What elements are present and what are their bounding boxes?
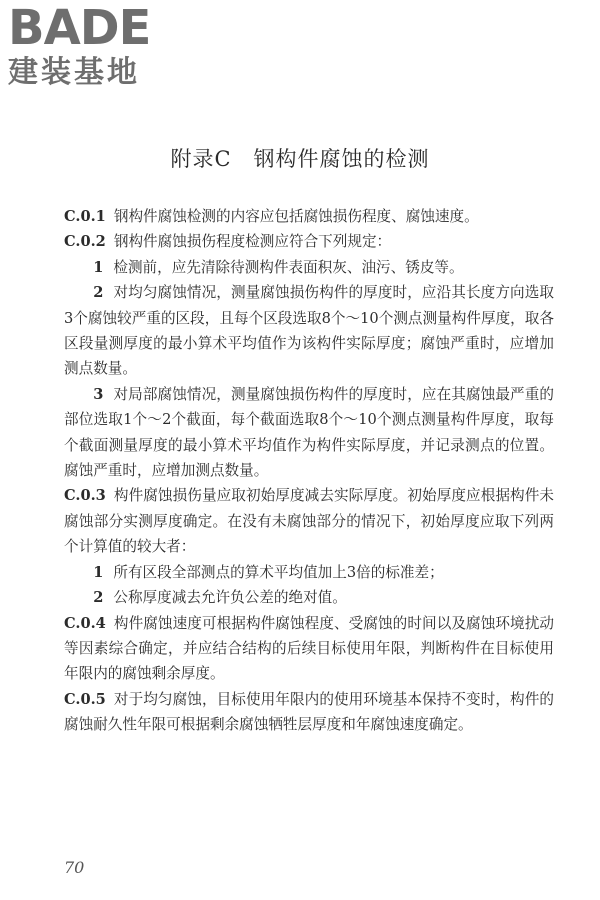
clause: [64, 229, 554, 254]
clause-text: 构件腐蚀速度可根据构件腐蚀程度、受腐蚀的时间以及腐蚀环境扰动等因素综合确定，并应结合结构的后续目标使用年限，判断构件在目标使用年限内的腐蚀剩余厚度。: [64, 614, 554, 683]
clause-text: 对于均匀腐蚀，目标使用年限内的使用环境基本保持不变时，构件的腐蚀耐久性年限可根据剩余腐蚀牺牲层厚度和年腐蚀速度确定。: [64, 690, 554, 734]
page-number: 70: [64, 858, 85, 877]
item-text: 所有区段全部测点的算术平均值加上3倍的标准差；: [113, 563, 444, 581]
list-item: [64, 255, 554, 280]
clause-number: C.0.1: [64, 208, 106, 225]
item-number: 1: [93, 258, 104, 276]
item-number: 2: [93, 589, 104, 607]
clause: [64, 611, 554, 687]
item-number: 1: [93, 563, 104, 581]
item-number: 3: [93, 385, 104, 403]
clause-number: C.0.4: [64, 614, 106, 632]
clause-number: C.0.2: [64, 233, 106, 251]
clause: [64, 687, 554, 738]
list-item: [64, 280, 554, 382]
document-body: [64, 204, 554, 738]
logo-mark: BADE: [8, 0, 151, 56]
clause-number: C.0.5: [64, 690, 106, 708]
item-number: 2: [93, 284, 104, 302]
item-text: 公称厚度减去允许负公差的绝对值。: [113, 589, 347, 607]
brand-logo: [8, 2, 188, 94]
list-item: [64, 382, 554, 484]
logo-subtitle: 建装基地: [8, 55, 140, 90]
item-text: 对局部腐蚀情况，测量腐蚀损伤构件的厚度时，应在其腐蚀最严重的部位选取1个～2个截面，每个截面选取8个～10个测点测量构件厚度，取每个截面测量厚度的最小算术平均值作为构件实际厚度，并记录测点的位置。腐蚀严重时，应增加测点数量。: [64, 385, 554, 480]
list-item: [64, 560, 554, 585]
item-text: 对均匀腐蚀情况，测量腐蚀损伤构件的厚度时，应沿其长度方向选取3个腐蚀较严重的区段，且每个区段选取8个～10个测点测量构件厚度，取各区段量测厚度的最小算术平均值作为该构件实际厚度；腐蚀严重时，应增加测点数量。: [64, 284, 554, 378]
clause: [64, 483, 554, 559]
page-title: 附录C 钢构件腐蚀的检测: [170, 147, 430, 171]
clause-text: 构件腐蚀损伤量应取初始厚度减去实际厚度。初始厚度应根据构件未腐蚀部分实测厚度确定。在没有未腐蚀部分的情况下，初始厚度应取下列两个计算值的较大者：: [64, 487, 554, 556]
clause-number: C.0.3: [64, 487, 106, 505]
clause-text: 钢构件腐蚀检测的内容应包括腐蚀损伤程度、腐蚀速度。: [113, 208, 479, 225]
item-text: 检测前，应先清除待测构件表面积灰、油污、锈皮等。: [113, 258, 464, 276]
clause: [64, 204, 554, 229]
list-item: [64, 585, 554, 610]
clause-text: 钢构件腐蚀损伤程度检测应符合下列规定：: [113, 233, 392, 251]
